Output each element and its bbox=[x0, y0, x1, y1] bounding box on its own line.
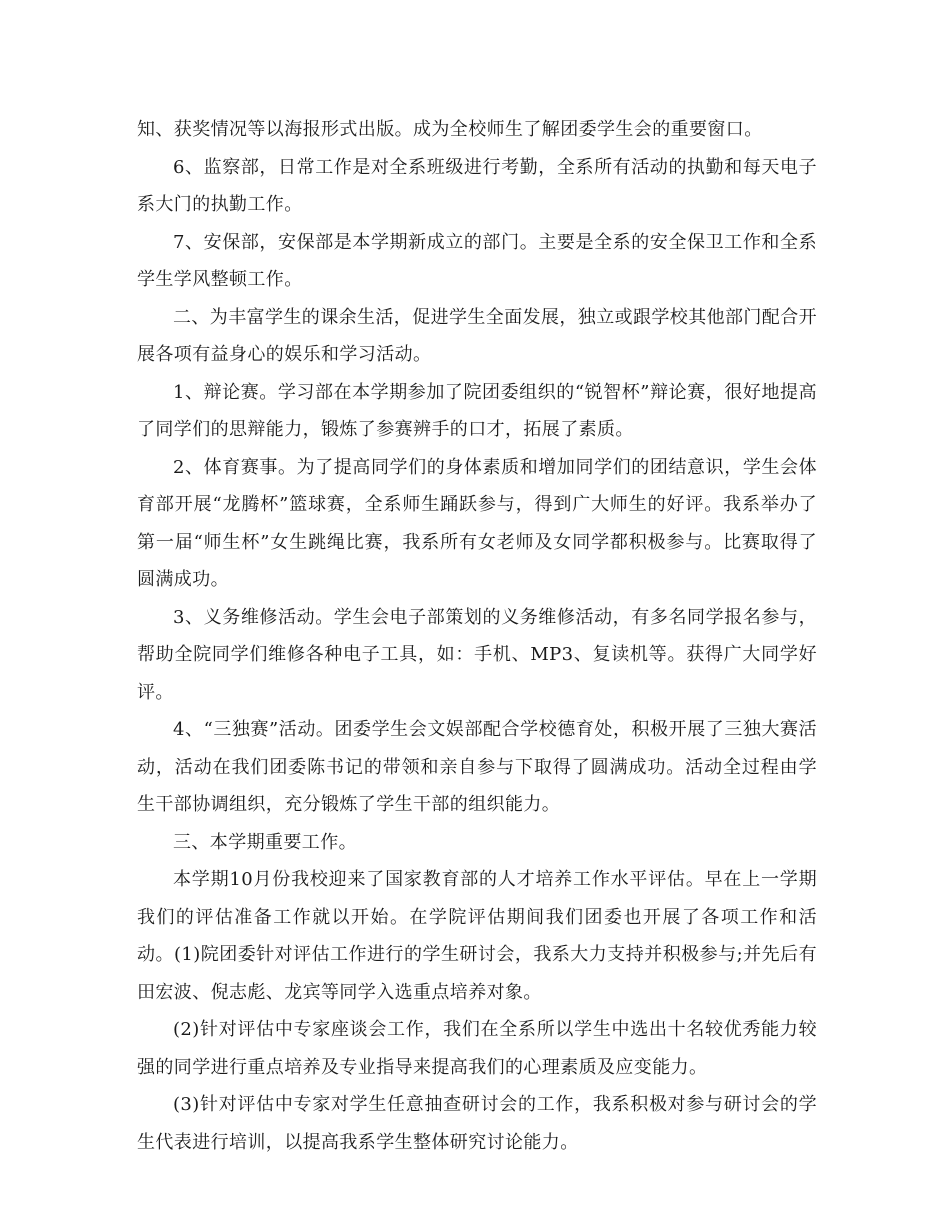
document-body bbox=[137, 111, 817, 1161]
section-heading-2: 二、为丰富学生的课余生活，促进学生全面发展，独立或跟学校其他部门配合开展各项有益身心的娱乐和学习活动。 bbox=[137, 306, 817, 365]
paragraph-repair: 3、义务维修活动。学生会电子部策划的义务维修活动，有多名同学报名参与，帮助全院同学们维修各种电子工具，如：手机、MP3、复读机等。获得广大同学好评。 bbox=[137, 606, 817, 703]
paragraph-1: 知、获奖情况等以海报形式出版。成为全校师生了解团委学生会的重要窗口。 bbox=[137, 119, 763, 140]
paragraph-2: 6、监察部，日常工作是对全系班级进行考勤，全系所有活动的执勤和每天电子系大门的执勤工作。 bbox=[137, 156, 817, 215]
paragraph-evaluation-3: (3)针对评估中专家对学生任意抽查研讨会的工作，我系积极对参与研讨会的学生代表进行培训，以提高我系学生整体研究讨论能力。 bbox=[137, 1094, 817, 1153]
paragraph-evaluation-2: (2)针对评估中专家座谈会工作，我们在全系所以学生中选出十名较优秀能力较强的同学进行重点培养及专业指导来提高我们的心理素质及应变能力。 bbox=[137, 1019, 817, 1078]
paragraph-sandu: 4、“三独赛”活动。团委学生会文娱部配合学校德育处，积极开展了三独大赛活动，活动在我们团委陈书记的带领和亲自参与下取得了圆满成功。活动全过程由学生干部协调组织，充分锻炼了学生干部的组织能力。 bbox=[137, 719, 817, 815]
paragraph-3: 7、安保部，安保部是本学期新成立的部门。主要是全系的安全保卫工作和全系学生学风整顿工作。 bbox=[137, 231, 817, 290]
paragraph-evaluation: 本学期10月份我校迎来了国家教育部的人才培养工作水平评估。早在上一学期我们的评估准备工作就以开始。在学院评估期间我们团委也开展了各项工作和活动。(1)院团委针对评估工作进行的学生研讨会，我系大力支持并积极参与;并先后有田宏波、倪志彪、龙宾等同学入选重点培养对象。 bbox=[137, 869, 817, 1003]
section-heading-3: 三、本学期重要工作。 bbox=[173, 831, 357, 853]
paragraph-sports: 2、体育赛事。为了提高同学们的身体素质和增加同学们的团结意识，学生会体育部开展“龙腾杯”篮球赛，全系师生踊跃参与，得到广大师生的好评。我系举办了第一届“师生杯”女生跳绳比赛，我系所有女老师及女同学都积极参与。比赛取得了圆满成功。 bbox=[137, 456, 817, 590]
paragraph-debate: 1、辩论赛。学习部在本学期参加了院团委组织的“锐智杯”辩论赛，很好地提高了同学们的思辩能力，锻炼了参赛辨手的口才，拓展了素质。 bbox=[137, 381, 817, 440]
